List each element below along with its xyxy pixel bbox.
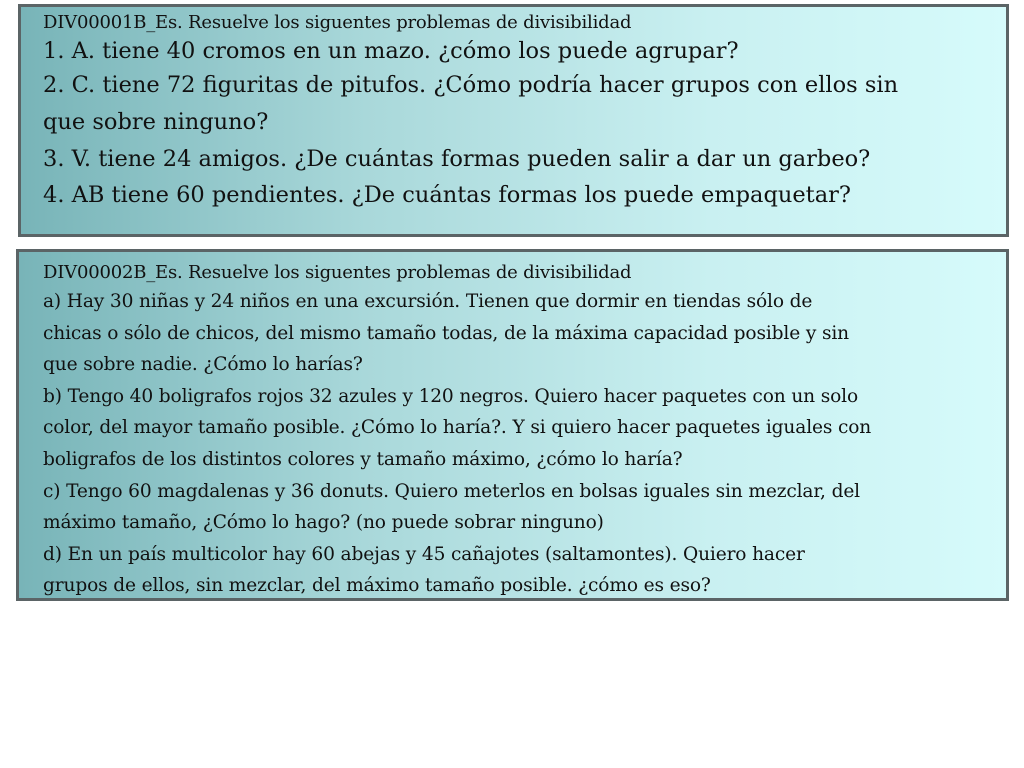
problem-d: d) En un país multicolor hay 60 abejas y 45 cañajotes (saltamontes). Quiero hacer (43, 543, 805, 565)
problem-c: c) Tengo 60 magdalenas y 36 donuts. Quiero meterlos en bolsas iguales sin mezclar, del (43, 480, 860, 502)
problem-a: a) Hay 30 niñas y 24 niños en una excursión. Tienen que dormir en tiendas sólo de (43, 291, 813, 312)
problem-d-continued: grupos de ellos, sin mezclar, del máximo tamaño posible. ¿cómo es eso? (43, 575, 711, 597)
card-title: DIV00002B_Es. Resuelve los siguentes problemas de divisibilidad (43, 262, 632, 283)
problem-b-continued: boligrafos de los distintos colores y tamaño máximo, ¿cómo lo haría? (43, 448, 683, 470)
problem-4: 4. AB tiene 60 pendientes. ¿De cuántas formas los puede empaquetar? (43, 182, 851, 209)
card-title: DIV00001B_Es. Resuelve los siguentes problemas de divisibilidad (43, 12, 632, 33)
problem-b: b) Tengo 40 boligrafos rojos 32 azules y 120 negros. Quiero hacer paquetes con un solo (43, 385, 859, 407)
problem-card-div00002b (16, 249, 1009, 601)
problem-b-continued: color, del mayor tamaño posible. ¿Cómo lo haría?. Y si quiero hacer paquetes iguales con (43, 417, 872, 439)
problem-a-continued: que sobre nadie. ¿Cómo lo harías? (43, 354, 363, 376)
problem-c-continued: máximo tamaño, ¿Cómo lo hago? (no puede sobrar ninguno) (43, 512, 604, 534)
problem-2: 2. C. tiene 72 figuritas de pitufos. ¿Cómo podría hacer grupos con ellos sin (43, 72, 899, 98)
problem-card-div00001b (18, 4, 1009, 237)
problem-1: 1. A. tiene 40 cromos en un mazo. ¿cómo los puede agrupar? (43, 38, 739, 64)
problem-3: 3. V. tiene 24 amigos. ¿De cuántas formas pueden salir a dar un garbeo? (43, 145, 871, 172)
problem-a-continued: chicas o sólo de chicos, del mismo tamaño todas, de la máxima capacidad posible y sin (43, 322, 849, 344)
problem-2-continued: que sobre ninguno? (43, 108, 269, 135)
